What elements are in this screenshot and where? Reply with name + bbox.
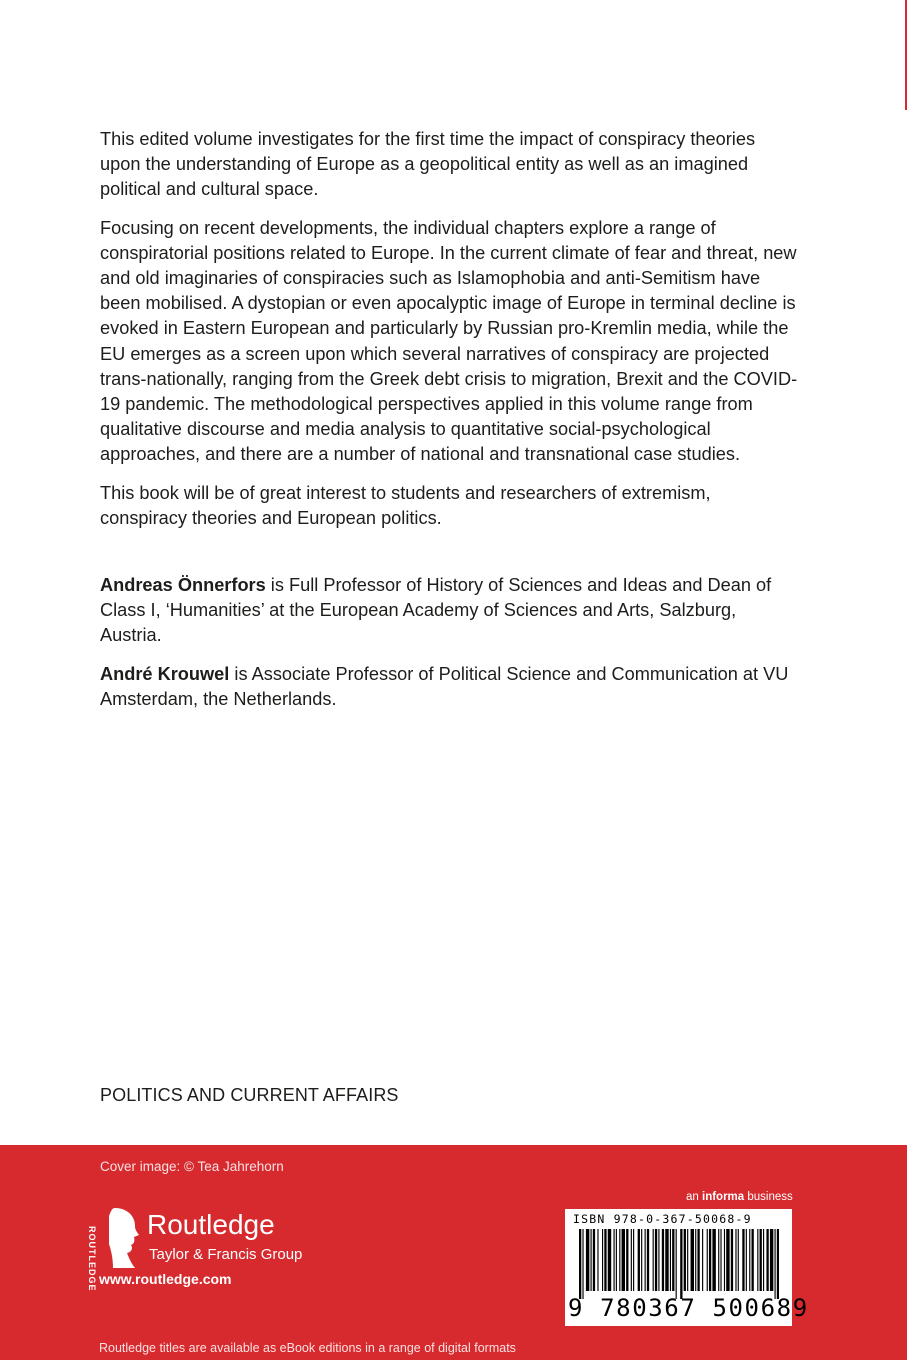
barcode-bar <box>626 1229 628 1291</box>
author-bio-text: is Associate Professor of Political Science and Communication at VU Amsterdam, the Netherlands. <box>100 663 789 709</box>
barcode-bar <box>718 1229 719 1291</box>
author-bio-text: is Full Professor of History of Sciences and Ideas and Dean of Class I, ‘Humanities’ at the European Academy of Sciences and Arts, Salzburg, Austria. <box>100 575 772 646</box>
author-bio <box>100 662 800 712</box>
barcode-bar <box>608 1229 611 1291</box>
barcode-bar <box>742 1229 744 1291</box>
barcode-bar <box>593 1229 595 1291</box>
barcode-bar <box>645 1229 646 1291</box>
publisher-tagline: Taylor & Francis Group <box>149 1246 303 1263</box>
barcode-bar <box>638 1229 640 1291</box>
blurb-paragraph-1: This edited volume investigates for the first time the impact of conspiracy theories upon the understanding of Europe as a geopolitical entity as well as an imagined political and cultural space. <box>100 129 756 200</box>
barcode-bar <box>707 1229 708 1291</box>
barcode-bar <box>676 1229 677 1299</box>
barcode-bar <box>586 1229 589 1291</box>
barcode-bar <box>655 1229 657 1291</box>
barcode-bar <box>616 1229 617 1291</box>
informa-suffix: business <box>744 1191 793 1203</box>
barcode-bar <box>757 1229 758 1291</box>
barcode-bar <box>647 1229 649 1291</box>
back-cover-text <box>100 127 800 725</box>
barcode-bar <box>695 1229 696 1291</box>
publisher-name: Routledge <box>147 1209 275 1240</box>
logo-vertical-text: ROUTLEDGE <box>87 1226 97 1292</box>
barcode-bar <box>738 1229 739 1291</box>
barcode-bar <box>766 1229 768 1291</box>
isbn-barcode <box>565 1209 809 1326</box>
barcode-bar <box>579 1229 581 1299</box>
barcode-bar <box>658 1229 659 1291</box>
author-name: André Krouwel <box>100 663 230 684</box>
barcode-bar <box>724 1229 725 1291</box>
barcode-bar <box>691 1229 694 1291</box>
barcode-bar <box>597 1229 598 1291</box>
author-bio <box>100 573 800 649</box>
ebook-availability-note: Routledge titles are available as eBook editions in a range of digital formats <box>99 1341 516 1355</box>
author-bios <box>100 573 800 712</box>
barcode-bar <box>777 1229 779 1299</box>
barcode-bar <box>770 1229 773 1291</box>
barcode-bar <box>619 1229 620 1291</box>
barcode-bar <box>746 1229 747 1291</box>
barcode-bar <box>775 1229 776 1299</box>
barcode-bar <box>653 1229 654 1291</box>
barcode-bar <box>731 1229 733 1291</box>
barcode-bar <box>752 1229 754 1291</box>
barcode-bar <box>687 1229 688 1291</box>
barcode-bar <box>672 1229 674 1291</box>
head-profile-icon <box>109 1208 139 1268</box>
barcode-bar <box>702 1229 703 1291</box>
publisher-footer <box>0 1145 907 1360</box>
informa-prefix: an <box>686 1191 702 1203</box>
barcode-bar <box>697 1229 699 1291</box>
barcode-bar <box>749 1229 750 1291</box>
barcode-bar <box>614 1229 615 1291</box>
barcode-bar <box>604 1229 606 1291</box>
barcode-bar <box>582 1229 583 1299</box>
publisher-website: www.routledge.com <box>99 1271 232 1287</box>
informa-brand: informa <box>702 1191 745 1203</box>
subject-category: POLITICS AND CURRENT AFFAIRS <box>100 1085 399 1105</box>
barcode-bar <box>670 1229 671 1291</box>
barcode-bar <box>720 1229 721 1291</box>
barcode-bar <box>726 1229 729 1291</box>
barcode-bar <box>712 1229 715 1291</box>
barcode-bars <box>579 1229 779 1299</box>
informa-business-line <box>686 1191 793 1203</box>
blurb-paragraph-2: Focusing on recent developments, the individual chapters explore a range of conspiratorial positions related to Europe. In the current climate of fear and threat, new and old imaginaries of conspiracies such as Islamophobia and anti-Semitism have been mobilised. A dystopian or even apocalyptic image of Europe in terminal decline is evoked in Eastern European and particularly by Russian pro-Kremlin media, while the EU emerges as a screen upon which several narratives of conspiracy are projected trans-nationally, ranging from the Greek debt crisis to migration, Brexit and the COVID-19 pandemic. The methodological perspectives applied in this volume range from qualitative discourse and media analysis to quantitative social-psychological approaches, and there are a number of national and transnational case studies. <box>100 217 798 465</box>
barcode-bar <box>680 1229 682 1299</box>
barcode-bar <box>763 1229 764 1291</box>
cover-image-credit: Cover image: © Tea Jahrehorn <box>100 1159 284 1174</box>
barcode-bar <box>591 1229 592 1291</box>
isbn-text: ISBN 978-0-367-50068-9 <box>573 1212 752 1226</box>
barcode-digits: 9 780367 500689 <box>568 1294 809 1322</box>
barcode-bar <box>760 1229 762 1291</box>
barcode-bar <box>662 1229 664 1291</box>
barcode-bar <box>622 1229 625 1291</box>
barcode-bar <box>709 1229 711 1291</box>
barcode-bar <box>665 1229 668 1291</box>
barcode-bar <box>631 1229 632 1291</box>
barcode-bar <box>641 1229 642 1291</box>
blurb-paragraph-3: This book will be of great interest to students and researchers of extremism, conspiracy theories and European politics. <box>100 482 711 528</box>
barcode-bar <box>735 1229 736 1291</box>
barcode-bar <box>602 1229 603 1291</box>
barcode-bar <box>684 1229 686 1291</box>
barcode-bar <box>633 1229 634 1291</box>
author-name: Andreas Önnerfors <box>100 575 266 596</box>
